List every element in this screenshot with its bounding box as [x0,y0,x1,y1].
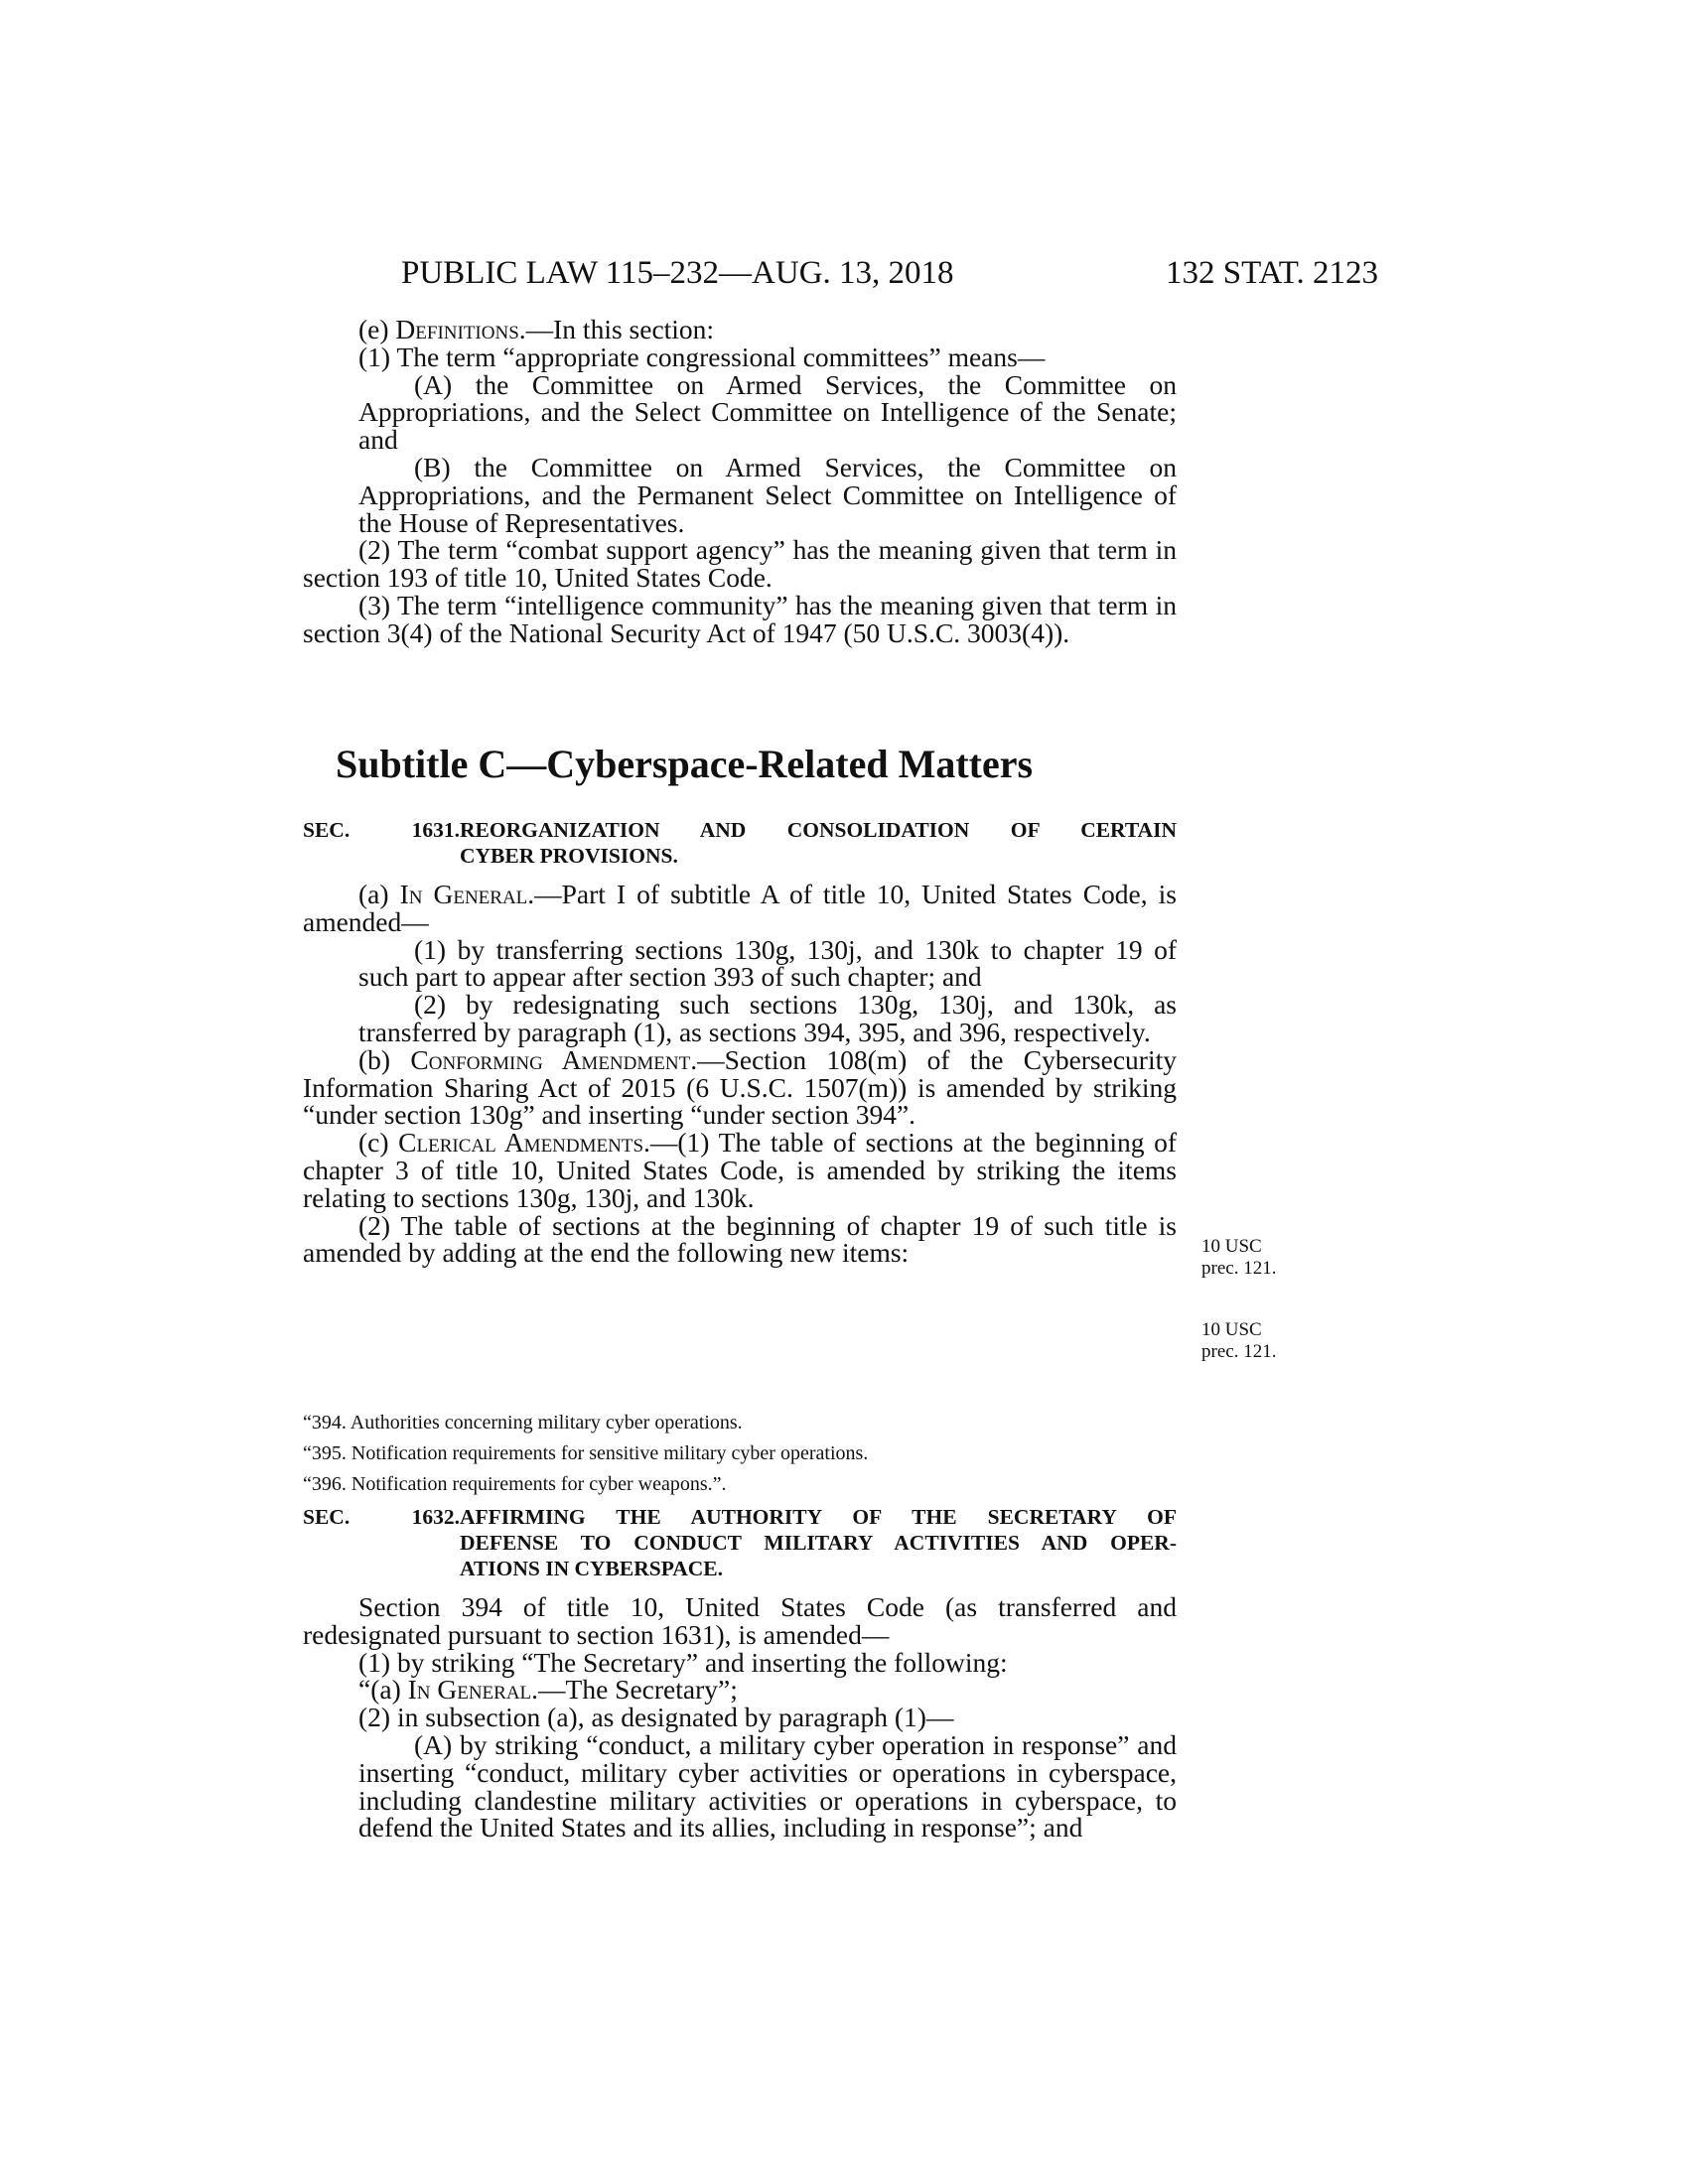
definitions-label: (e) [358,314,396,344]
sec-1632-body [303,1593,1177,1842]
sec-1631-a-heading: In General [399,879,528,909]
sec-1632-heading-line1 [303,1504,1177,1530]
margin-note-2-line1: 10 USC [1201,1319,1262,1340]
sec-1632-intro: Section 394 of title 10, United States Code (as transferred and redesignated pursuant to section 1631), is amended— [303,1591,1177,1650]
table-item-395: “395. Notification requirements for sensitive military cyber operations. [303,1442,869,1464]
sec-1632-p2: (2) in subsection (a), as designated by paragraph (1)— [358,1702,954,1733]
sec-1631-number: SEC. 1631. [303,818,460,842]
sec-1631-b [303,1043,1177,1131]
sec-1631-a-label: (a) [358,879,400,909]
sec-1631-c-text: .—(1) The table of sections at the beginning of chapter 3 of title 10, United States Code, is amended by striking the items relating to sections 130g, 130j, and 130k. [303,1127,1177,1213]
sec-1632-title-part1: AFFIRMING THE AUTHORITY OF THE SECRETARY OF [460,1505,1177,1529]
definition-1: (1) The term “appropriate congressional committees” means— [358,341,1046,372]
sec-1632-p1-quote [303,1676,1177,1704]
margin-note-1 [1201,1236,1340,1280]
sec-1631-c2: (2) The table of sections at the beginning of chapter 19 of such title is amended by adding at the end the following new items: [303,1209,1177,1269]
sec-1631-heading-line1 [303,817,1177,843]
sec-1631-b-text: .—Section 108(m) of the Cybersecurity Information Sharing Act of 2015 (6 U.S.C. 1507(m)) is amended by striking “under section 130g” and inserting “under section 394”. [303,1043,1177,1131]
sec-1631-c [303,1129,1177,1211]
sec-1631-a [303,881,1177,936]
definition-1a: (A) the Committee on Armed Services, the Committee on Appropriations, and the Select Committee on Intelligence of the Senate; and [358,368,1177,456]
definitions-heading: Definitions [395,314,519,344]
running-header [401,248,1378,298]
margin-note-2 [1201,1319,1340,1363]
sec-1632-p1: (1) by striking “The Secretary” and inserting the following: [358,1646,1008,1678]
definition-1b: (B) the Committee on Armed Services, the Committee on Appropriations, and the Permanent Select Committee on Intelligence of the House of Representatives. [358,451,1177,538]
sec-1632-p2a: (A) by striking “conduct, a military cyber operation in response” and inserting “conduct, military cyber activities or operations in cyberspace, including clandestine military activities or operations in cyberspace, to defend the United States and its allies, including in response”; and [358,1728,1177,1843]
table-item-396: “396. Notification requirements for cyber weapons.”. [303,1473,727,1495]
definitions-lead-text: .—In this section: [518,314,715,344]
sec-1631-title-part1: REORGANIZATION AND CONSOLIDATION OF CERTAIN [460,818,1177,842]
sec-1632-title-part3: ATIONS IN CYBERSPACE. [460,1557,724,1580]
sec-1631-heading [303,817,1177,869]
sec-1631-b-heading: Conforming Amendment [410,1043,691,1075]
new-table-items [303,1408,1177,1500]
header-public-law: PUBLIC LAW 115–232—AUG. 13, 2018 [401,255,954,291]
sec-1631-b-label: (b) [358,1043,411,1075]
sec-1632-number: SEC. 1632. [303,1505,460,1529]
margin-note-2-line2: prec. 121. [1201,1341,1277,1362]
sec-1631-a-text: .—Part I of subtitle A of title 10, United States Code, is amended— [303,879,1177,937]
header-stat-page: 132 STAT. 2123 [1165,255,1378,291]
sec-1631-body [303,881,1177,1267]
table-item-394: “394. Authorities concerning military cyber operations. [303,1412,743,1433]
sec-1631-a2: (2) by redesignating such sections 130g, 130j, and 130k, as transferred by paragraph (1), as sections 394, 395, and 396, respectively. [358,989,1177,1047]
sec-1631-c-label: (c) [358,1127,399,1159]
definition-3: (3) The term “intelligence community” has the meaning given that term in section 3(4) of the National Security Act of 1947 (50 U.S.C. 3003(4)). [303,589,1177,648]
margin-note-1-line1: 10 USC [1201,1236,1262,1257]
margin-note-1-line2: prec. 121. [1201,1258,1277,1279]
sec-1632-heading [303,1504,1177,1581]
sec-1632-quote-label: “(a) [358,1674,408,1706]
subtitle-heading: Subtitle C—Cyberspace-Related Matters [336,742,1034,786]
sec-1631-a1: (1) by transferring sections 130g, 130j, and 130k to chapter 19 of such part to appear after section 393 of such chapter; and [358,933,1177,993]
sec-1632-title-part2: DEFENSE TO CONDUCT MILITARY ACTIVITIES AND OPER- [460,1531,1177,1555]
definition-2: (2) The term “combat support agency” has the meaning given that term in section 193 of title 10, United States Code. [303,534,1177,594]
sec-1632-quote-heading: In General [407,1674,532,1706]
definitions-section [303,316,1177,647]
sec-1632-quote-text: .—The Secretary”; [531,1674,738,1706]
definitions-lead [303,316,1177,343]
sec-1631-c-heading: Clerical Amendments [398,1127,644,1159]
sec-1631-title-part2: CYBER PROVISIONS. [460,844,678,868]
